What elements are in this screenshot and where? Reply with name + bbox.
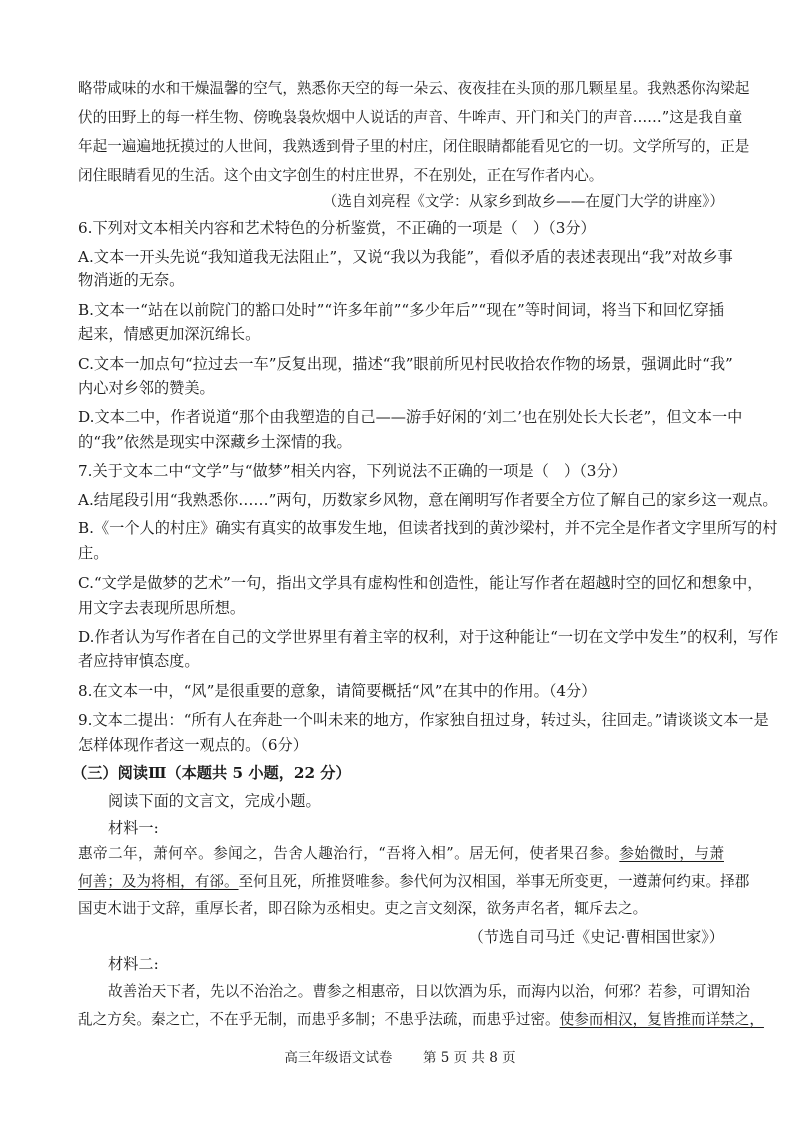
passage-source: （选自刘亮程《文学：从家乡到故乡——在厦门大学的讲座》） — [322, 193, 724, 210]
question-6-option-a: A.文本一开头先说“我知道我无法阻止”，又说“我以为我能”，看似矛盾的表述表现出“我”对故乡事 — [78, 248, 733, 266]
page-number: 第 5 页 共 8 页 — [422, 1050, 516, 1066]
section-instruction: 阅读下面的文言文，完成小题。 — [108, 792, 321, 810]
question-7-option-c: C.“文学是做梦的艺术”一句，指出文学具有虚构性和创造性，能让写作者在超越时空的回忆和想象中， — [78, 574, 763, 592]
material-1-line: 国吏木诎于文辞，重厚长者，即召除为丞相史。吏之言文刻深，欲务声名者，辄斥去之。 — [78, 900, 648, 917]
question-7-option-b-cont: 庄。 — [78, 544, 109, 562]
page-footer — [0, 1049, 800, 1067]
material-1-source: （节选自司马迁《史记·曹相国世家》） — [468, 928, 724, 946]
material-1-label: 材料一: — [108, 819, 159, 837]
question-9-stem-cont: 怎样体现作者这一观点的。（6分） — [78, 736, 308, 754]
underlined-sentence: 参始微时，与萧 — [619, 845, 724, 862]
question-6-option-a-cont: 物消逝的无奈。 — [78, 271, 185, 289]
material-1-text: 至何且死，所推贤唯参。参代何为汉相国，举事无所变更，一遵萧何约束。择郡 — [238, 873, 750, 890]
material-2-line: 故善治天下者，先以不治治之。曹参之相惠帝，日以饮酒为乐，而海内以治，何邪？若参，可谓知治 — [108, 983, 751, 1000]
question-6-option-d: D.文本二中，作者说道“那个由我塑造的自己——游手好闲的‘刘二’也在别处长大长老”，但文本一中 — [78, 408, 743, 426]
question-6-option-b-cont: 起来，情感更加深沉绵长。 — [78, 325, 261, 343]
material-1-line — [78, 844, 724, 864]
question-7-option-b: B.《一个人的村庄》确实有真实的故事发生地，但读者找到的黄沙梁村，并不完全是作者文字里所写的村 — [78, 519, 778, 537]
passage-line: 伏的田野上的每一样生物、傍晚袅袅炊烟中人说话的声音、牛哞声、开门和关门的声音……”这是我自童 — [78, 109, 743, 126]
passage-line: 年起一遍遍地抚摸过的人世间，我熟透到骨子里的村庄，闭住眼睛都能看见它的一切。文学所写的，正是 — [78, 138, 750, 155]
material-2-label: 材料二: — [108, 955, 159, 973]
passage-line: 闭住眼睛看见的生活。这个由文字创生的村庄世界，不在别处，正在写作者内心。 — [78, 167, 604, 184]
passage-line: 略带咸味的水和干燥温馨的空气，熟悉你天空的每一朵云、夜夜挂在头顶的那几颗星星。我熟悉你沟梁起 — [78, 80, 750, 97]
question-6-stem: 6.下列对文本相关内容和艺术特色的分析鉴赏，不正确的一项是（ ）（3分） — [78, 219, 596, 237]
question-7-option-a: A.结尾段引用“我熟悉你……”两句，历数家乡风物，意在阐明写作者要全方位了解自己的家乡这一观点。 — [78, 491, 778, 509]
material-1-line — [78, 872, 750, 892]
question-7-option-d: D.作者认为写作者在自己的文学世界里有着主宰的权利，对于这种能让“一切在文学中发生”的权利，写作 — [78, 628, 779, 646]
question-6-option-c-cont: 内心对乡邻的赞美。 — [78, 379, 215, 397]
exam-title: 高三年级语文试卷 — [284, 1050, 393, 1066]
question-7-stem: 7.关于文本二中“文学”与“做梦”相关内容，下列说法不正确的一项是（ ）（3分） — [78, 462, 627, 480]
material-1-text: 惠帝二年，萧何卒。参闻之，告舍人趣治行，“吾将入相”。居无何，使者果召参。 — [78, 845, 620, 862]
material-2-text: 乱之方矣。秦之亡，不在乎无制，而患乎多制；不患乎法疏，而患乎过密。 — [78, 1011, 560, 1028]
question-6-option-b: B.文本一“站在以前院门的豁口处时”“许多年前”“多少年后”“现在”等时间词，将当下和回忆穿插 — [78, 301, 724, 319]
section-heading: （三）阅读Ⅲ（本题共 5 小题，22 分） — [72, 764, 351, 782]
question-6-option-c: C.文本一加点句“拉过去一车”反复出现，描述“我”眼前所见村民收拾农作物的场景，强调此时“我” — [78, 355, 733, 373]
material-2-line — [78, 1010, 764, 1030]
question-8-stem: 8.在文本一中，“风”是很重要的意象，请简要概括“风”在其中的作用。（4分） — [78, 682, 597, 700]
question-7-option-c-cont: 用文字去表现所思所想。 — [78, 599, 246, 617]
question-7-option-d-cont: 者应持审慎态度。 — [78, 652, 200, 670]
question-6-option-d-cont: 的“我”依然是现实中深藏乡土深情的我。 — [78, 433, 352, 451]
underlined-sentence: 何善；及为将相，有郤。 — [78, 873, 239, 890]
underlined-sentence: 使参而相汉，复皆推而详禁之， — [559, 1011, 764, 1028]
question-9-stem: 9.文本二提出：“所有人在奔赴一个叫未来的地方，作家独自扭过身，转过头，往回走。”请谈谈文本一是 — [78, 711, 769, 729]
